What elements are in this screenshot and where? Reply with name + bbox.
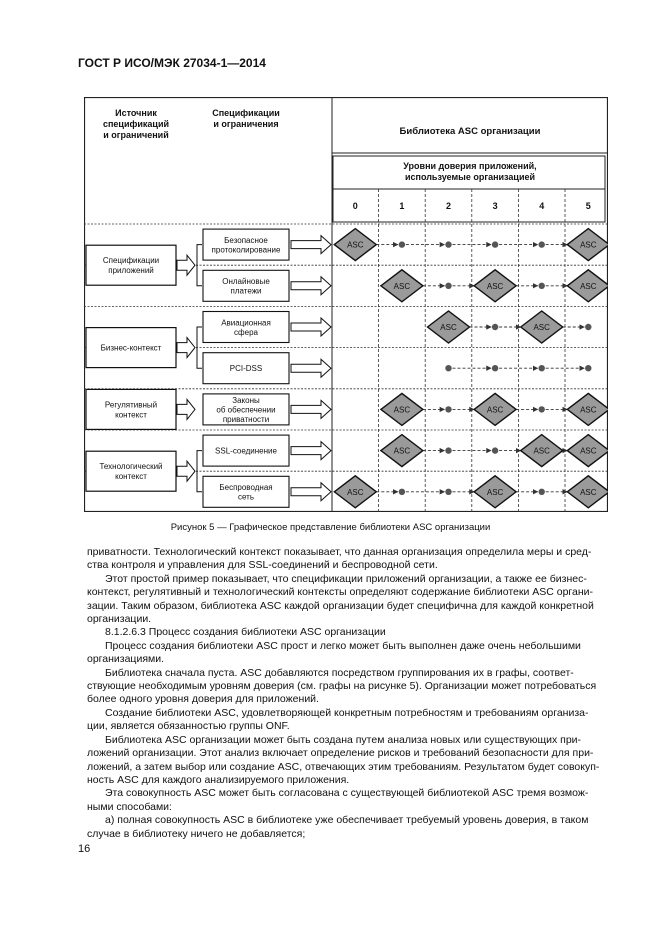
paragraph	[87, 814, 606, 841]
asc-label: ASC	[486, 405, 504, 415]
document-header: ГОСТ Р ИСО/МЭК 27034-1—2014	[78, 56, 266, 70]
spec-to-library-arrow	[291, 318, 331, 336]
spec-label: об обеспечении	[216, 405, 276, 415]
spec-label: Безопасное	[224, 235, 268, 245]
asc-label: ASC	[580, 405, 597, 415]
paragraph-line: ции, является обязанностью группы ONF.	[87, 720, 290, 733]
paragraph-line: Библиотека сначала пуста. ASC добавляются посредством группирования их в графы, соответ-	[105, 666, 574, 679]
specs-header-text: и ограничения	[213, 119, 279, 129]
asc-label: ASC	[580, 487, 597, 497]
spec-label: Авиационная	[221, 318, 271, 328]
source-arrow	[177, 461, 195, 481]
level-dot	[539, 283, 545, 289]
asc-label: ASC	[486, 281, 504, 291]
spec-to-library-arrow	[291, 442, 331, 460]
level-dot	[445, 283, 451, 289]
spec-label: Беспроводная	[219, 483, 273, 493]
sources-header-text: и ограничений	[103, 130, 169, 140]
asc-label: ASC	[440, 323, 457, 332]
spec-label: платежи	[230, 286, 262, 296]
paragraph	[87, 573, 606, 627]
paragraph	[87, 787, 606, 814]
level-dot	[492, 324, 498, 330]
spec-to-library-arrow	[291, 277, 331, 295]
spec-to-library-arrow	[291, 359, 331, 377]
spec-to-library-arrow	[291, 483, 331, 501]
level-dot	[445, 489, 451, 495]
level-dot	[399, 241, 405, 247]
level-label: 2	[445, 201, 452, 211]
paragraph-line: контекст, регулятивный и технологический контексты определяют содержание библиотеки ASC органи-	[87, 586, 594, 599]
paragraph	[87, 667, 606, 707]
paragraph-line: ными способами:	[87, 800, 172, 813]
paragraph-line: организациями.	[87, 653, 165, 666]
paragraph-line: Библиотека ASC организации может быть создана путем анализа новых или существующих при-	[105, 733, 582, 746]
paragraph-line: организации.	[87, 613, 152, 626]
paragraph-line: ложений организации. Этот анализ включает определение рисков и требований безопасности для при-	[87, 747, 594, 760]
level-dot	[492, 365, 498, 371]
paragraph-line: более одного уровня доверия для приложений.	[87, 693, 319, 706]
specs-header-text: Спецификации	[212, 108, 280, 118]
spec-label: протоколирование	[211, 245, 281, 255]
paragraph-line: Процесс создания библиотеки ASC прост и легко может быть выполнен даже очень небольшими	[105, 639, 581, 652]
paragraph-line: случае в библиотеку ничего не добавляется;	[87, 827, 306, 840]
spec-to-library-arrow	[291, 236, 331, 254]
paragraph-line: ложений, а затем выбор или создание ASC, отвечающих этим требованиям. Результатом будет совокуп-	[87, 760, 600, 773]
level-dot	[585, 324, 591, 330]
level-dot	[445, 365, 451, 371]
level-label: 3	[492, 201, 498, 211]
body-text	[87, 546, 606, 841]
levels-title: используемые организацией	[404, 172, 536, 182]
library-title: Библиотека ASC организации	[399, 126, 541, 137]
source-arrow	[177, 338, 195, 358]
spec-label: SSL-соединение	[215, 446, 277, 456]
spec-label: приватности	[222, 414, 270, 424]
asc-label: ASC	[533, 323, 550, 332]
paragraph	[87, 734, 606, 788]
level-dot	[445, 447, 451, 453]
spec-label: сеть	[237, 492, 255, 502]
paragraph-line: приватности. Технологический контекст показывает, что данная организация определила меры и сред-	[87, 546, 592, 558]
spec-label: Законы	[232, 395, 260, 405]
paragraph-line: ствующие необходимым уровням доверия (см. графы на рисунке 5). Организации может потребоваться	[87, 680, 597, 693]
paragraph-line: а) полная совокупность ASC в библиотеке уже обеспечивает требуемый уровень доверия, в таком	[105, 814, 589, 827]
asc-label: ASC	[580, 240, 597, 250]
levels-title: Уровни доверия приложений,	[403, 161, 537, 171]
source-label: Регулятивный	[104, 400, 158, 410]
level-label: 1	[399, 201, 405, 211]
sources-header-text: Источник	[115, 108, 157, 118]
spec-label: Онлайновые	[222, 277, 270, 287]
level-dot	[539, 406, 545, 412]
paragraph-line: ства контроля и управления для SSL-соединений и беспроводной сети.	[87, 559, 438, 572]
paragraph	[87, 640, 606, 667]
level-label: 5	[585, 201, 591, 211]
level-dot	[445, 406, 451, 412]
spec-label: сфера	[234, 327, 258, 337]
paragraph-line: Этот простой пример показывает, что спецификации приложений организации, а также ее бизнес-	[105, 572, 587, 585]
source-label: контекст	[115, 472, 147, 482]
sources-header-text: спецификаций	[102, 119, 170, 129]
asc-label: ASC	[580, 446, 597, 456]
source-arrow	[177, 255, 195, 275]
level-dot	[445, 241, 451, 247]
paragraph	[87, 707, 606, 734]
source-label: Спецификации	[102, 256, 160, 266]
source-arrow	[177, 399, 195, 419]
asc-label: ASC	[533, 446, 550, 456]
paragraph-line: Создание библиотеки ASC, удовлетворяющей конкретным потребностям и требованиям организа-	[105, 706, 589, 719]
level-dot	[585, 365, 591, 371]
level-dot	[492, 447, 498, 453]
asc-label: ASC	[393, 281, 411, 291]
level-dot	[492, 241, 498, 247]
asc-label: ASC	[347, 240, 364, 250]
spec-to-library-arrow	[291, 400, 331, 418]
source-label: Бизнес-контекст	[100, 343, 162, 353]
paragraph-line: зации. Таким образом, библиотека ASC каждой организации будет специфична для каждой конкретной	[87, 599, 594, 612]
source-label: Технологический	[99, 462, 163, 472]
level-dot	[539, 241, 545, 247]
paragraph-line: ность ASC для каждого анализируемого приложения.	[87, 773, 350, 786]
asc-library-figure	[84, 97, 608, 512]
level-dot	[399, 489, 405, 495]
source-label: приложений	[108, 266, 154, 276]
spec-label: PCI-DSS	[229, 364, 263, 374]
paragraph	[87, 626, 606, 639]
asc-library-diagram	[84, 97, 608, 512]
level-dot	[539, 489, 545, 495]
asc-label: ASC	[486, 487, 504, 497]
figure-caption: Рисунок 5 — Графическое представление библиотеки ASC организации	[170, 522, 491, 533]
asc-label: ASC	[347, 487, 364, 497]
asc-label: ASC	[393, 446, 411, 456]
page-number: 16	[78, 843, 91, 855]
source-label: контекст	[115, 410, 147, 420]
asc-label: ASC	[393, 405, 411, 415]
level-label: 4	[539, 201, 545, 211]
paragraph	[87, 546, 606, 573]
asc-label: ASC	[580, 281, 597, 291]
level-label: 0	[352, 201, 358, 211]
paragraph-line: 8.1.2.6.3 Процесс создания библиотеки ASC организации	[105, 626, 386, 639]
paragraph-line: Эта совокупность ASC может быть согласована с существующей библиотекой ASC тремя возмож-	[105, 787, 589, 800]
level-dot	[539, 365, 545, 371]
